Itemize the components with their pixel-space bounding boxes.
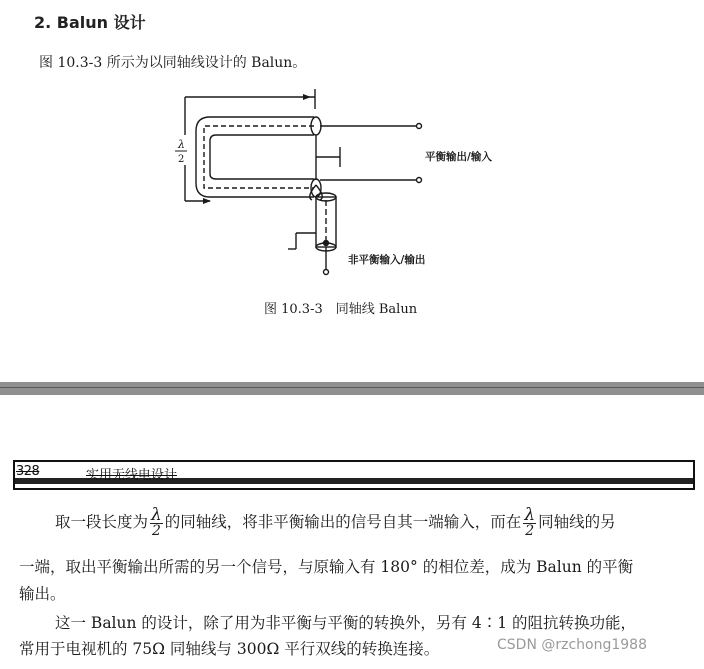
coax-loop-outer-shield [196, 117, 314, 197]
lambda-denominator: 2 [178, 154, 185, 165]
paragraph-1-line-2: 一端，取出平衡输出所需的另一个信号，与原输入有 180° 的相位差，成为 Balun 的平衡 [19, 558, 634, 576]
unbalanced-port-label: 非平衡输入/输出 [348, 254, 426, 266]
text-segment: 取一段长度为 [55, 513, 149, 531]
paragraph-2-line-2: 常用于电视机的 75Ω 同轴线与 300Ω 平行双线的转换连接。 [19, 640, 440, 658]
section-title: 2. Balun 设计 [34, 13, 146, 32]
fraction-lambda-over-2 [150, 504, 163, 539]
figure-caption: 图 10.3-3 同轴线 Balun [264, 302, 418, 317]
book-title: 实用无线电设计 [86, 468, 178, 483]
page-separator [0, 382, 704, 395]
text-segment: 的同轴线，将非平衡输出的信号自其一端输入，而在 [164, 513, 522, 531]
balanced-terminal-top [417, 124, 422, 129]
paragraph-1-line-3: 输出。 [19, 585, 66, 603]
balanced-port-label: 平衡输出/输入 [425, 151, 492, 163]
paragraph-1-line-1 [55, 505, 616, 539]
fraction-lambda-over-2 [523, 504, 536, 539]
fraction-denominator: 2 [151, 522, 161, 539]
lambda-numerator: λ [178, 138, 185, 151]
paragraph-2-line-1: 这一 Balun 的设计，除了用为非平衡与平衡的转换外，另有 4∶1 的阻抗转换功能， [55, 614, 636, 632]
intro-paragraph: 图 10.3-3 所示为以同轴线设计的 Balun。 [39, 55, 307, 71]
balanced-terminal-bottom [417, 178, 422, 183]
coax-balun-diagram [170, 85, 492, 285]
page-number: 328 [16, 464, 40, 479]
fraction-numerator: λ [524, 504, 536, 525]
unbalanced-terminal [324, 270, 329, 275]
coax-loop-inner-shield [210, 135, 314, 179]
fraction-numerator: λ [151, 504, 162, 525]
fraction-denominator: 2 [525, 522, 535, 539]
watermark: CSDN @rzchong1988 [497, 637, 647, 653]
text-segment: 同轴线的另 [538, 513, 616, 531]
